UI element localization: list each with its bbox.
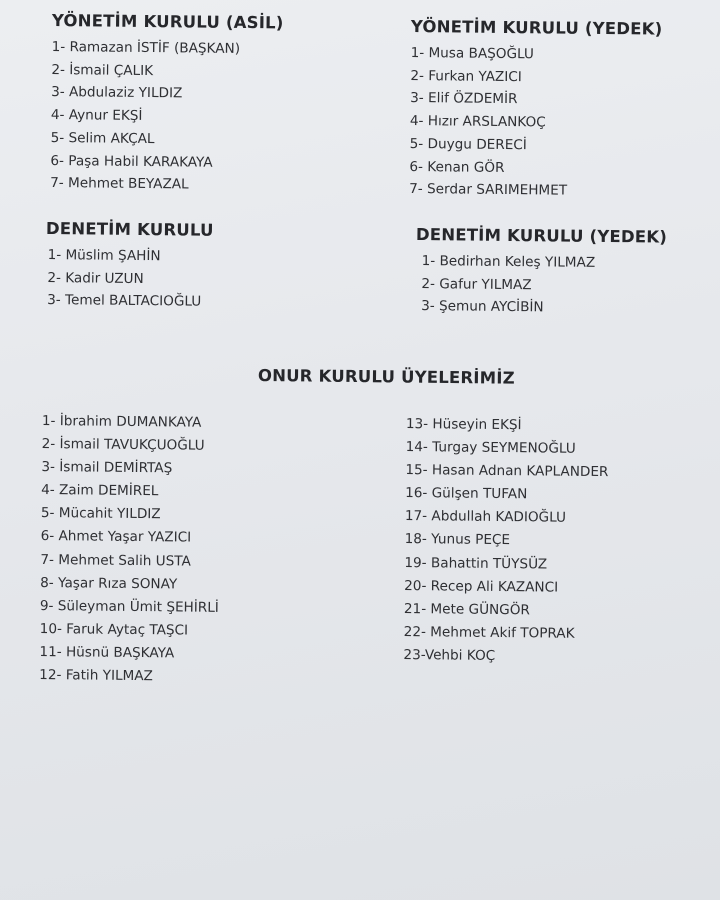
list-item: 11- Hüsnü BAŞKAYA (39, 643, 175, 662)
list-item: 18- Yunus PEÇE (404, 531, 511, 549)
member-list (45, 244, 213, 314)
list-item: 23-Vehbi KOÇ (403, 646, 496, 664)
onur-kurulu-column-1 (39, 410, 221, 689)
onur-kurulu-column-2 (403, 413, 609, 669)
list-item: 6- Ahmet Yaşar YAZICI (40, 528, 192, 547)
list-item: 1- Musa BAŞOĞLU (410, 44, 534, 63)
list-item: 1- Ramazan İSTİF (BAŞKAN) (51, 38, 241, 57)
list-item: 2- İsmail TAVUKÇUOĞLU (41, 436, 205, 454)
section-heading: DENETİM KURULU (45, 219, 214, 240)
list-item: 4- Hızır ARSLANKOÇ (409, 113, 546, 131)
list-item: 9- Süleyman Ümit ŞEHİRLİ (39, 597, 219, 616)
section-heading: DENETİM KURULU (YEDEK) (415, 225, 668, 247)
list-item: 3- Abdulaziz YILDIZ (51, 84, 183, 102)
list-item: 7- Mehmet Salih USTA (40, 551, 191, 570)
yonetim-kurulu-yedek-section (409, 17, 662, 204)
list-item: 3- İsmail DEMİRTAŞ (41, 459, 173, 477)
list-item: 7- Serdar SARIMEHMET (409, 181, 568, 199)
member-list (415, 250, 667, 321)
list-item: 5- Duygu DERECİ (409, 135, 527, 154)
list-item: 4- Aynur EKŞİ (50, 107, 143, 125)
list-item: 15- Hasan Adnan KAPLANDER (405, 462, 609, 481)
list-item: 10- Faruk Aytaç TAŞCI (39, 620, 189, 639)
list-item: 17- Abdullah KADIOĞLU (404, 508, 567, 527)
list-item: 2- Kadir UZUN (47, 269, 144, 287)
list-item: 3- Elif ÖZDEMİR (410, 90, 518, 108)
onur-kurulu-heading: ONUR KURULU ÜYELERİMİZ (257, 366, 515, 388)
member-list (50, 36, 283, 197)
list-item: 5- Selim AKÇAL (50, 129, 155, 147)
list-item: 5- Mücahit YILDIZ (40, 505, 161, 523)
list-item: 19- Bahattin TÜYSÜZ (404, 554, 548, 573)
list-item: 16- Gülşen TUFAN (405, 485, 528, 503)
list-item: 7- Mehmet BEYAZAL (50, 175, 189, 193)
denetim-kurulu-yedek-section (415, 225, 667, 321)
member-list (39, 410, 221, 689)
list-item: 14- Turgay SEYMENOĞLU (405, 439, 576, 457)
list-item: 2- İsmail ÇALIK (51, 61, 154, 79)
list-item: 8- Yaşar Rıza SONAY (40, 574, 178, 593)
denetim-kurulu-section (45, 219, 214, 314)
list-item: 6- Paşa Habil KARAKAYA (50, 152, 213, 171)
list-item: 4- Zaim DEMİREL (41, 482, 159, 500)
list-item: 12- Fatih YILMAZ (39, 667, 154, 685)
section-heading: YÖNETİM KURULU (YEDEK) (410, 17, 663, 39)
list-item: 2- Furkan YAZICI (410, 67, 522, 85)
list-item: 2- Gafur YILMAZ (421, 275, 532, 293)
section-heading: YÖNETİM KURULU (ASİL) (51, 11, 284, 33)
member-list (403, 413, 609, 669)
list-item: 13- Hüseyin EKŞİ (405, 415, 522, 434)
yonetim-kurulu-asil-section (50, 11, 284, 197)
list-item: 6- Kenan GÖR (409, 158, 505, 176)
list-item: 1- İbrahim DUMANKAYA (41, 412, 202, 431)
list-item: 1- Bedirhan Keleş YILMAZ (421, 253, 596, 271)
member-list (409, 42, 662, 204)
list-item: 1- Müslim ŞAHİN (47, 247, 161, 265)
list-item: 3- Temel BALTACIOĞLU (47, 292, 202, 311)
list-item: 20- Recep Ali KAZANCI (404, 577, 559, 596)
list-item: 3- Şemun AYCİBİN (421, 298, 544, 316)
list-item: 22- Mehmet Akif TOPRAK (403, 623, 575, 642)
list-item: 21- Mete GÜNGÖR (403, 600, 530, 619)
